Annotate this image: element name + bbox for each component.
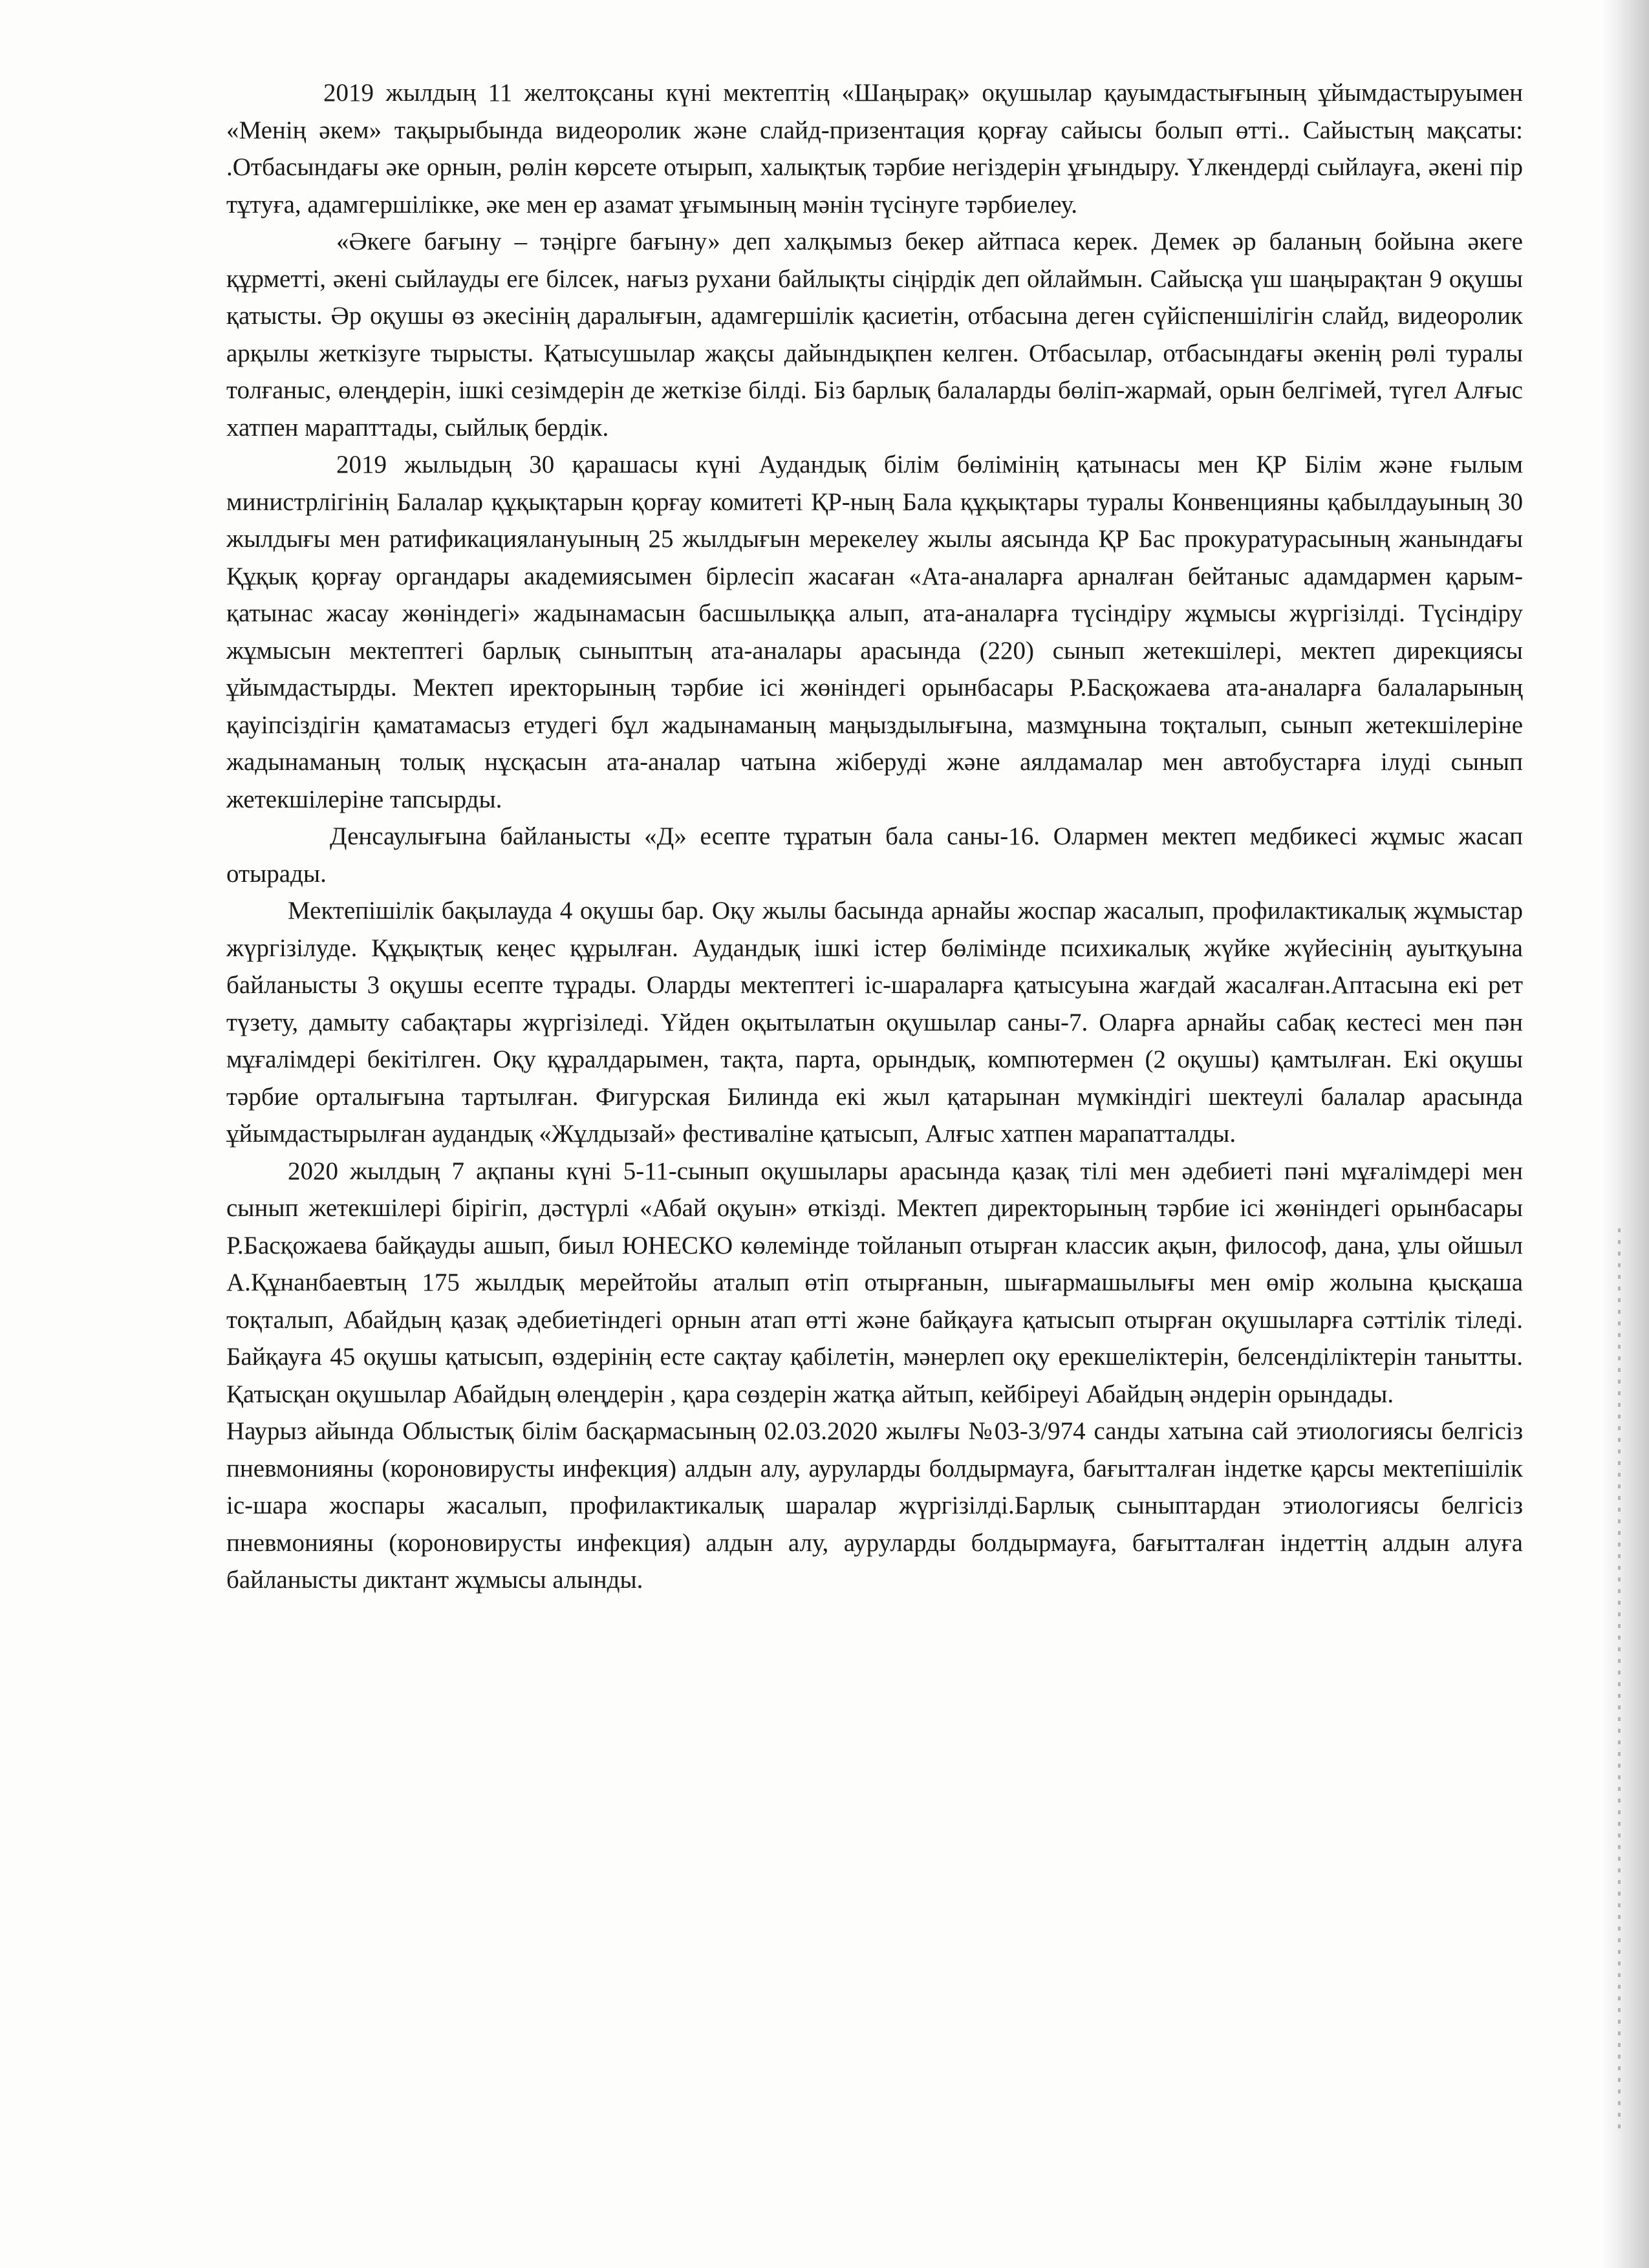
paragraph-health-register: Денсаулығына байланысты «Д» есепте тұратын бала саны-16. Олармен мектеп медбикесі жұмыс жасап отырады.: [226, 822, 1523, 888]
paragraph-pneumonia-prevention: Наурыз айында Облыстық білім басқармасының 02.03.2020 жылғы №03-3/974 санды хатына сай этиологиясы белгісіз пневмонияны (короновирусты инфекция) алдын алу, ауруларды болдырмауға, бағытталған індетке қарсы мектепішілік іс-шара жоспары жасалып, профилактикалық шаралар жүргізілді.Барлық сыныптардан этиологиясы белгісіз пневмонияны (короновирусты инфекция) алдын алу, ауруларды болдырмауға, бағытталған індеттің алдын алуға байланысты диктант жұмысы алынды.: [226, 1417, 1523, 1594]
paragraph-father-contest: 2019 жылдың 11 желтоқсаны күні мектептің «Шаңырақ» оқушылар қауымдастығының ұйымдастыруымен «Менің әкем» тақырыбында видеоролик және слайд-призентация қорғау сайысы болып өтті.. Сайыстың мақсаты: .Отбасындағы әке орнын, рөлін көрсете отырып, халықтық тәрбие негіздерін ұғындыру. Үлкендерді сыйлауға, әкені пір тұтуға, адамгершілікке, әке мен ер азамат ұғымының мәнін түсінуге тәрбиелеу.: [226, 79, 1523, 219]
document-body: [226, 74, 1523, 1599]
scan-shadow-edge: [1599, 0, 1649, 2268]
paragraph-abai-readings: 2020 жылдың 7 ақпаны күні 5-11-сынып оқушылары арасында қазақ тілі мен әдебиеті пәні мұғалімдері мен сынып жетекшілері бірігіп, дәстүрлі «Абай оқуын» өткізді. Мектеп директорының тәрбие ісі жөніндегі орынбасары Р.Басқожаева байқауды ашып, биыл ЮНЕСКО көлемінде тойланып отырған классик ақын, философ, дана, ұлы ойшыл А.Құнанбаевтың 175 жылдық мерейтойы аталып өтіп отырғанын, шығармашылығы мен өмір жолына қысқаша тоқталып, Абайдың қазақ әдебиетіндегі орнын атап өтті және байқауға қатысып отырған оқушыларға сәттілік тіледі. Байқауға 45 оқушы қатысып, өздерінің есте сақтау қабілетін, мәнерлеп оқу ерекшеліктерін, белсенділіктерін танытты. Қатысқан оқушылар Абайдың өлеңдерін , қара сөздерін жатқа айтып, кейбіреуі Абайдың әндерін орындады.: [226, 1157, 1523, 1408]
paragraph-contest-results: «Әкеге бағыну – тәңірге бағыну» деп халқымыз бекер айтпаса керек. Демек әр баланың бойына әкеге құрметті, әкені сыйлауды еге білсек, нағыз рухани байлықты сіңірдік деп ойлаймын. Сайысқа үш шаңырақтан 9 оқушы қатысты. Әр оқушы өз әкесінің даралығын, адамгершілік қасиетін, отбасына деген сүйіспеншілігін слайд, видеоролик арқылы жеткізуге тырысты. Қатысушылар жақсы дайындықпен келген. Отбасылар, отбасындағы әкенің рөлі туралы толғаныс, өлеңдерін, ішкі сезімдерін де жеткізе білді. Біз барлық балаларды бөліп-жармай, орын белгімей, түгел Алғыс хатпен марапттады, сыйлық бердік.: [226, 228, 1523, 442]
paragraph-child-rights-memo: 2019 жылыдың 30 қарашасы күні Аудандық білім бөлімінің қатынасы мен ҚР Білім және ғылым министрлігінің Балалар құқықтарын қорғау комитеті ҚР-ның Бала құқықтары туралы Конвенцияны қабылдауының 30 жылдығы мен ратификациялануының 25 жылдығын мерекелеу жылы аясында ҚР Бас прокуратурасының жанындағы Құқық қорғау органдары академиясымен бірлесіп жасаған «Ата-аналарға арналған бейтаныс адамдармен қарым-қатынас жасау жөніндегі» жадынамасын басшылыққа алып, ата-аналарға түсіндіру жұмысы жүргізілді. Түсіндіру жұмысын мектептегі барлық сыныптың ата-аналары арасында (220) сынып жетекшілері, мектеп дирекциясы ұйымдастырды. Мектеп иректорының тәрбие ісі жөніндегі орынбасары Р.Басқожаева ата-аналарға балаларының қауіпсіздігін қаматамасыз етудегі бұл жадынаманың маңыздылығына, мазмұнына тоқталып, сынып жетекшілеріне жадынаманың толық нұсқасын ата-аналар чатына жіберуді және аялдамалар мен автобустарға ілуді сынып жетекшілеріне тапсырды.: [226, 451, 1523, 813]
paragraph-school-control: Мектепішілік бақылауда 4 оқушы бар. Оқу жылы басында арнайы жоспар жасалып, профилактикалық жұмыстар жүргізілуде. Құқықтық кеңес құрылған. Аудандық ішкі істер бөлімінде психикалық жүйке жүйесінің ауытқуына байланысты 3 оқушы есепте тұрады. Оларды мектептегі іс-шараларға қатысуына жағдай жасалған.Аптасына екі рет түзету, дамыту сабақтары жүргізіледі. Үйден оқытылатын оқушылар саны-7. Оларға арнайы сабақ кестесі мен пән мұғалімдері бекітілген. Оқу құралдарымен, тақта, парта, орындық, компютермен (2 оқушы) қамтылған. Екі оқушы тәрбие орталығына тартылған. Фигурская Билинда екі жыл қатарынан мүмкіндігі шектеулі балалар арасында ұйымдастырылған аудандық «Жұлдызай» фестиваліне қатысып, Алғыс хатпен марапатталды.: [226, 897, 1523, 1148]
